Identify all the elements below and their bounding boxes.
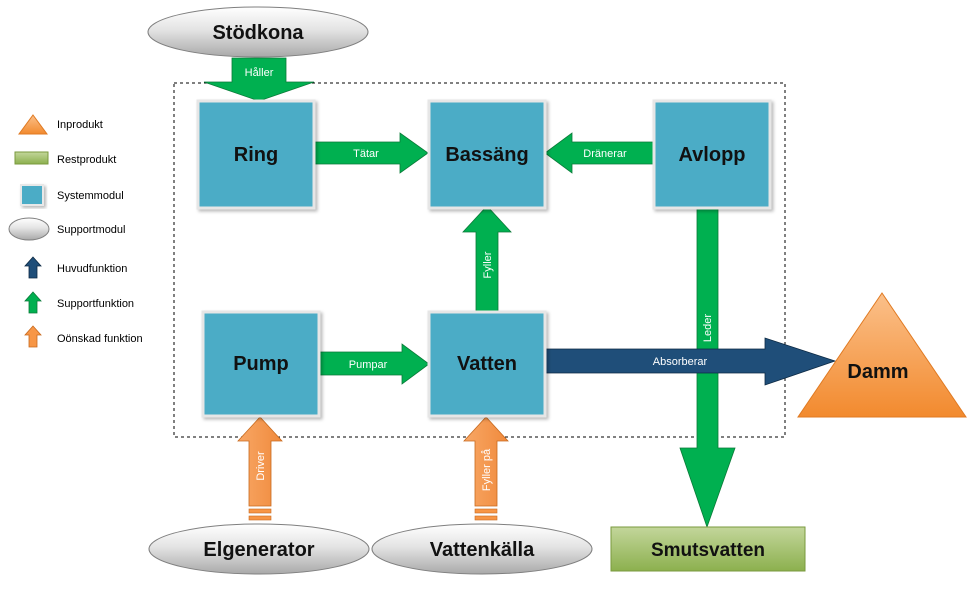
module-ring: [198, 101, 314, 208]
module-label: Ring: [233, 144, 279, 166]
restprodukt-smutsvatten: [611, 527, 805, 571]
arrow-fyller-pa-label: Fyller på: [481, 448, 493, 492]
module-label: Pump: [233, 353, 289, 375]
module-vatten: [429, 312, 545, 416]
arrow-driver-stripe: [249, 509, 271, 513]
arrow-driver-stripe: [249, 516, 271, 520]
module-label: Vatten: [456, 353, 518, 375]
module-avlopp: [654, 101, 770, 208]
arrow-fyller-pa: [464, 417, 508, 520]
restprodukt-legend-icon: [15, 152, 48, 164]
arrow-pumpar-label: Pumpar: [348, 359, 388, 371]
arrow-haller-label: Håller: [244, 67, 274, 79]
arrow-driver-label: Driver: [255, 451, 267, 481]
support-module-label: Vattenkälla: [429, 539, 535, 561]
legend-huvudfunktion-label: Huvudfunktion: [57, 263, 128, 275]
supportfunktion-legend-icon: [25, 292, 41, 313]
arrow-fyller-label: Fyller: [482, 251, 494, 279]
support-module-elgenerator: [149, 524, 369, 574]
inprodukt-shape: [798, 293, 966, 417]
systemmodul-legend-icon: [21, 185, 43, 205]
arrow-dranerar-label: Dränerar: [583, 148, 627, 160]
arrow-leder-label: Leder: [702, 313, 714, 343]
module-bassang: [429, 101, 545, 208]
inprodukt-label: Damm: [847, 361, 909, 383]
inprodukt-damm: [798, 293, 966, 417]
support-module-label: Stödkona: [212, 22, 304, 44]
arrow-driver: [238, 417, 282, 520]
module-pump: [203, 312, 319, 416]
module-label: Bassäng: [445, 144, 529, 166]
legend-restprodukt-label: Restprodukt: [57, 154, 117, 166]
support-module-stodkona: [148, 7, 368, 57]
inprodukt-legend-icon: [19, 115, 47, 134]
arrow-tatar-label: Tätar: [353, 148, 379, 160]
support-module-vattenkalla: [372, 524, 592, 574]
legend-supportmodul-label: Supportmodul: [57, 224, 126, 236]
supportmodul-legend-icon: [9, 218, 49, 240]
oonskad-funktion-legend-icon: [25, 326, 41, 347]
legend-supportfunktion-label: Supportfunktion: [57, 298, 135, 310]
huvudfunktion-legend-icon: [25, 257, 41, 278]
arrow-haller: [204, 58, 314, 101]
arrow-fyller-pa-stripe: [475, 516, 497, 520]
arrow-fyller-pa-stripe: [475, 509, 497, 513]
legend: [9, 115, 143, 347]
legend-oonskad-funktion-label: Oönskad funktion: [57, 333, 143, 345]
module-label: Avlopp: [678, 144, 746, 166]
arrow-absorberar-label: Absorberar: [652, 356, 708, 368]
restprodukt-label: Smutsvatten: [650, 540, 766, 561]
legend-inprodukt-label: Inprodukt: [57, 119, 103, 131]
support-module-label: Elgenerator: [203, 539, 315, 561]
legend-systemmodul-label: Systemmodul: [57, 190, 124, 202]
